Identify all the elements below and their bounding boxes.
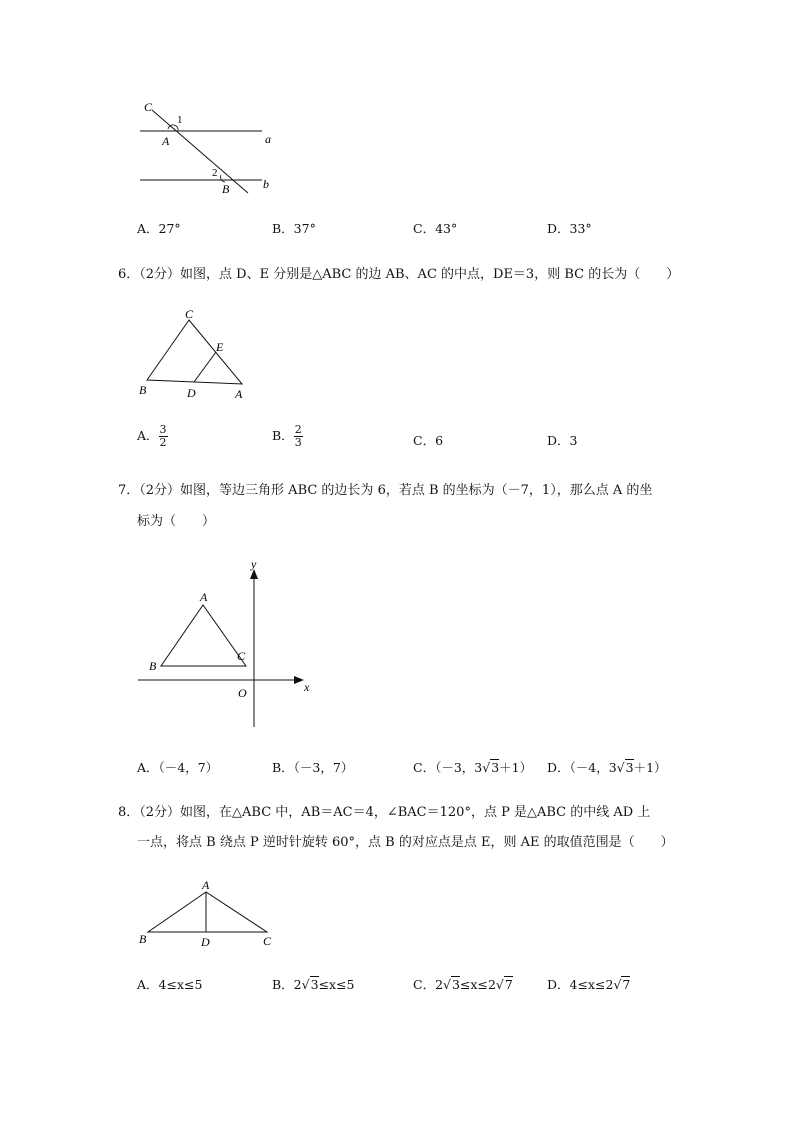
label-a: a (265, 132, 271, 146)
label-B: B (222, 182, 230, 196)
q6-stem: 6．（2分）如图，点 D、E 分别是△ABC 的边 AB、AC 的中点，DE＝3，则 BC 的长为（ ） (118, 267, 680, 282)
option-prefix: D．4≤x≤2 (547, 977, 614, 992)
radicand: 3 (310, 977, 319, 992)
label-C: C (263, 934, 272, 948)
option-middle: ≤x≤2 (459, 977, 496, 992)
sqrt-sign: √ (613, 977, 622, 992)
q8-figure (130, 870, 290, 955)
q5-option-b[interactable]: B．37° (272, 221, 316, 236)
q6-option-b[interactable] (272, 424, 303, 449)
q6-option-a[interactable] (137, 424, 168, 449)
label-C: C (144, 100, 153, 114)
q7-option-a[interactable]: A．（－4，7） (137, 760, 219, 775)
fraction (159, 424, 168, 449)
label-2: 2 (212, 167, 218, 179)
label-A: A (202, 878, 210, 892)
label-D: D (187, 386, 196, 400)
label-b: b (263, 177, 269, 191)
q6-option-d[interactable]: D．3 (547, 433, 578, 448)
transversal-line (152, 110, 248, 193)
option-prefix: D．（－4，3 (547, 760, 617, 775)
label-A: A (235, 387, 243, 401)
label-B: B (139, 383, 147, 397)
q7-option-d[interactable] (547, 759, 667, 777)
sqrt-sign: √ (443, 977, 451, 992)
numerator: 3 (159, 423, 167, 436)
option-prefix: A． (137, 428, 159, 443)
denominator: 3 (294, 436, 302, 449)
option-prefix: B．2 (272, 977, 302, 992)
label-E: E (216, 340, 224, 354)
option-suffix: ＋1） (633, 760, 667, 775)
triangle-ABC (147, 320, 242, 384)
triangle-ABC (148, 892, 267, 932)
q8-option-d[interactable] (547, 976, 630, 994)
radicand: 3 (625, 760, 634, 775)
triangle-ABC (161, 605, 246, 666)
label-1: 1 (177, 114, 183, 126)
option-prefix: B． (272, 428, 294, 443)
q8-option-a[interactable]: A．4≤x≤5 (137, 977, 203, 992)
radicand: 3 (491, 760, 500, 775)
q5-figure (130, 95, 290, 205)
q5-option-c[interactable]: C．43° (413, 221, 458, 236)
sqrt-sign: √ (482, 760, 491, 775)
q6-figure (130, 300, 260, 410)
label-A: A (162, 134, 170, 148)
label-O: O (238, 686, 247, 700)
radicand: 7 (622, 977, 631, 992)
q6-option-c[interactable]: C．6 (413, 433, 444, 448)
sqrt-sign: √ (301, 977, 310, 992)
sqrt-sign: √ (616, 760, 625, 775)
angle-2-arc (221, 175, 225, 182)
radicand-2: 7 (504, 977, 513, 992)
q8-option-c[interactable] (413, 976, 513, 994)
fraction (294, 424, 303, 449)
q7-option-c[interactable] (413, 759, 532, 777)
q8-stem-line2: 一点，将点 B 绕点 P 逆时针旋转 60°，点 B 的对应点是点 E，则 AE 的取值范围是（ ） (137, 835, 674, 850)
option-suffix: ＋1） (499, 760, 533, 775)
label-B: B (149, 659, 157, 673)
q7-stem-line2: 标为（ ） (137, 514, 216, 529)
q7-figure (130, 555, 330, 735)
option-prefix: C．（－3，3 (413, 760, 483, 775)
label-x: x (304, 680, 310, 694)
label-y: y (251, 557, 257, 571)
q7-option-b[interactable]: B．（－3，7） (272, 760, 354, 775)
x-axis-arrow-icon (294, 676, 304, 684)
denominator: 2 (159, 436, 167, 449)
label-C: C (237, 649, 246, 663)
q8-option-b[interactable] (272, 976, 355, 994)
option-suffix: ≤x≤5 (318, 977, 355, 992)
label-A: A (200, 590, 208, 604)
q8-stem-line1: 8．（2分）如图，在△ABC 中，AB＝AC＝4，∠BAC＝120°，点 P 是△ABC 的中线 AD 上 (118, 805, 651, 820)
label-D: D (201, 935, 210, 949)
sqrt-sign: √ (495, 977, 504, 992)
label-B: B (139, 932, 147, 946)
q7-stem-line1: 7．（2分）如图，等边三角形 ABC 的边长为 6，若点 B 的坐标为（－7，1），那么点 A 的坐 (118, 483, 653, 498)
numerator: 2 (294, 423, 302, 436)
radicand: 3 (452, 977, 460, 992)
q5-option-a[interactable]: A．27° (137, 221, 181, 236)
segment-DE (194, 352, 216, 382)
option-prefix: C．2 (413, 977, 444, 992)
q5-option-d[interactable]: D．33° (547, 221, 592, 236)
label-C: C (185, 307, 194, 321)
